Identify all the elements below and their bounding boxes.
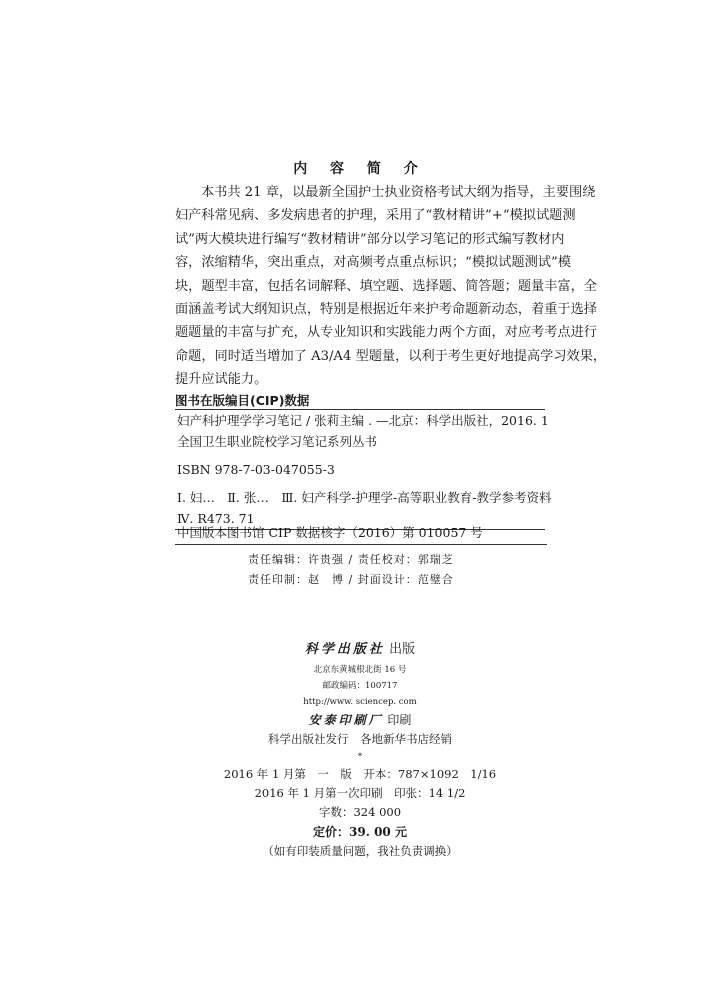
credits-row-2: 责任印制：赵 博 / 封面设计：范璧合 <box>248 573 454 586</box>
word-count: 字数：324 000 <box>318 805 402 819</box>
publisher-address: 北京东黄城根北街 16 号 <box>313 665 407 675</box>
printer-suffix: 印刷 <box>387 713 412 727</box>
summary-line: 提升应试能力。 <box>175 372 268 388</box>
cip-title-line: 妇产科护理学学习笔记 / 张莉主编 . —北京：科学出版社，2016. 1 <box>177 413 549 428</box>
publisher-logotype: 科学出版社 <box>304 642 385 657</box>
cip-data-block <box>175 409 552 530</box>
cip-classification: Ⅳ. R473. 71 <box>177 511 255 526</box>
cip-isbn: ISBN 978-7-03-047055-3 <box>177 462 335 477</box>
edition-line: 2016 年 1 月第 一 版 开本：787×1092 1/16 <box>223 767 497 781</box>
publisher-postcode: 邮政编码：100717 <box>322 681 398 691</box>
cip-series-line: 全国卫生职业院校学习笔记系列丛书 <box>177 434 378 449</box>
separator-asterisk: * <box>357 752 363 762</box>
summary-paragraph <box>175 181 607 392</box>
page-title: 内 容 简 介 <box>293 161 427 177</box>
cip-heading: 图书在版编目(CIP)数据 <box>175 393 310 408</box>
summary-line: 容，浓缩精华，突出重点，对高频考点重点标识；“模拟试题测试”模 <box>175 255 571 271</box>
summary-line: 题题量的丰富与扩充，从专业知识和实践能力两个方面，对应考考点进行 <box>175 325 597 341</box>
cip-subjects: Ⅰ. 妇… Ⅱ. 张… Ⅲ. 妇产科学-护理学-高等职业教育-教学参考资料 <box>177 490 552 505</box>
printer-logotype: 安泰印刷厂 <box>308 713 384 727</box>
printer-line <box>0 710 720 730</box>
quality-note: （如有印装质量问题，我社负责调换） <box>262 844 458 858</box>
summary-line: 面涵盖考试大纲知识点，特别是根据近年来护考命题新动态，着重于选择 <box>175 302 597 318</box>
summary-line: 命题，同时适当增加了 A3/A4 型题量，以利于考生更好地提高学习效果， <box>175 348 607 364</box>
distribution-line: 科学出版社发行 各地新华书店经销 <box>268 732 452 746</box>
credits-row-1: 责任编辑：许贵强 / 责任校对：郭瑞芝 <box>248 553 454 566</box>
cip-check-number: 中国版本图书馆 CIP 数据核字（2016）第 010057 号 <box>175 522 547 545</box>
printing-line: 2016 年 1 月第一次印刷 印张：14 1/2 <box>254 786 466 800</box>
summary-line: 试”两大模块进行编写“教材精讲”部分以学习笔记的形式编写教材内 <box>175 231 565 247</box>
publisher-line <box>0 640 720 660</box>
publisher-suffix: 出版 <box>389 642 416 657</box>
summary-line: 本书共 21 章，以最新全国护士执业资格考试大纲为指导，主要围绕 <box>201 185 596 200</box>
price: 定价：39. 00 元 <box>313 825 407 839</box>
publisher-website: http://www. sciencep. com <box>303 697 417 707</box>
editorial-credits <box>248 550 454 590</box>
imprint-block <box>0 640 720 861</box>
summary-line: 妇产科常见病、多发病患者的护理，采用了“教材精讲”+“模拟试题测 <box>175 208 576 224</box>
summary-line: 块，题型丰富，包括名词解释、填空题、选择题、简答题；题量丰富，全 <box>175 278 597 294</box>
